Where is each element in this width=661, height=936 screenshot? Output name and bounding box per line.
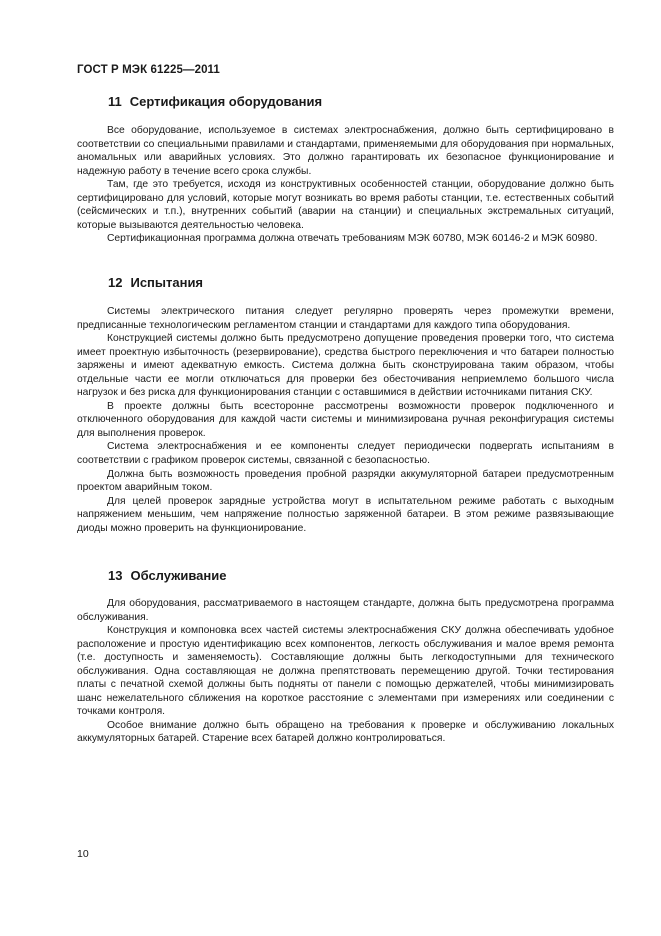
paragraph: Системы электрического питания следует регулярно проверять через промежутки времени, предписанные технологическим регламентом станции и стандартами для каждого типа оборудования. [77, 306, 614, 331]
section-13-body [77, 597, 614, 746]
paragraph: Особое внимание должно быть обращено на требования к проверке и обслуживанию локальных аккумуляторных батарей. Старение всех батарей должно контролироваться. [77, 719, 614, 745]
section-title: Сертификация оборудования [129, 94, 323, 109]
paragraph: Все оборудование, используемое в системах электроснабжения, должно быть сертифицировано в соответствии со специальными правилами и стандартами, применяемыми для оборудования при нормальных, аномальных или аварийных условиях. Это должно гарантировать их безопасное функционирование и надежную работу в течение всего срока службы. [77, 125, 614, 177]
paragraph: Для целей проверок зарядные устройства могут в испытательном режиме работать с выходным напряжением меньшим, чем напряжение полностью заряженной батареи. В этом режиме развязывающие диоды можно проверить на функционирование. [77, 495, 614, 534]
section-number: 11 [108, 94, 122, 109]
section-13-heading [108, 568, 226, 583]
paragraph: Сертификационная программа должна отвечать требованиям МЭК 60780, МЭК 60146-2 и МЭК 60980. [107, 233, 598, 245]
paragraph: В проекте должны быть всесторонне рассмотрены возможности проверок подключенного и отключенного оборудования для каждой части системы и минимизирована ручная реконфигурация системы для выполнения проверок. [77, 400, 614, 439]
paragraph: Система электроснабжения и ее компоненты следует периодически подвергать испытаниям в соответствии с графиком проверок системы, связанной с безопасностью. [77, 441, 614, 467]
section-11-heading [108, 94, 322, 109]
paragraph: Там, где это требуется, исходя из конструктивных особенностей станции, оборудование должно быть сертифицировано для условий, которые могут возникать во время работы станции, т.е. естественных событий (сейсмических и т.п.), внутренних событий (аварии на станции) и специальных экстремальных ситуаций, которые вызываются деятельностью человека. [77, 179, 614, 231]
section-title: Испытания [130, 275, 204, 290]
section-title: Обслуживание [130, 568, 227, 583]
page-number: 10 [77, 848, 89, 860]
paragraph: Для оборудования, рассматриваемого в настоящем стандарте, должна быть предусмотрена программа обслуживания. [77, 598, 614, 623]
section-12-heading [108, 275, 203, 290]
section-11-body [77, 124, 614, 246]
paragraph: Конструкцией системы должно быть предусмотрено допущение проведения проверки того, что система имеет проектную избыточность (резервирование), средства быстрого переключения и что батареи полностью заряжены и имеют адекватную емкость. Система должна быть сконструирована таким образом, чтобы отдельные части ее могли отключаться для проверки без обесточивания неприемлемо большого числа нагрузок и без риска для функционирования станции с оставшимися в действии источниками питания СКУ. [77, 333, 614, 399]
section-12-body [77, 305, 614, 535]
paragraph: Должна быть возможность проведения пробной разрядки аккумуляторной батареи предусмотренным проектом аварийным током. [77, 468, 614, 494]
paragraph: Конструкция и компоновка всех частей системы электроснабжения СКУ должна обеспечивать удобное расположение и простую идентификацию всех компонентов, легкость обслуживания и малое время ремонта (т.е. доступность и заменяемость). Составляющие должны быть легкодоступными для технического обслуживания. Одна составляющая не должна препятствовать перемещению другой. Точки тестирования платы с печатной схемой должны быть подняты от панели с помощью держателей, чтобы минимизировать шанс нежелательного сближения на короткое расстояние с элементами при измерениях или соединении с точками контроля. [77, 625, 614, 718]
section-number: 13 [108, 568, 123, 583]
section-number: 12 [108, 275, 123, 290]
document-code-header: ГОСТ Р МЭК 61225—2011 [77, 64, 220, 76]
